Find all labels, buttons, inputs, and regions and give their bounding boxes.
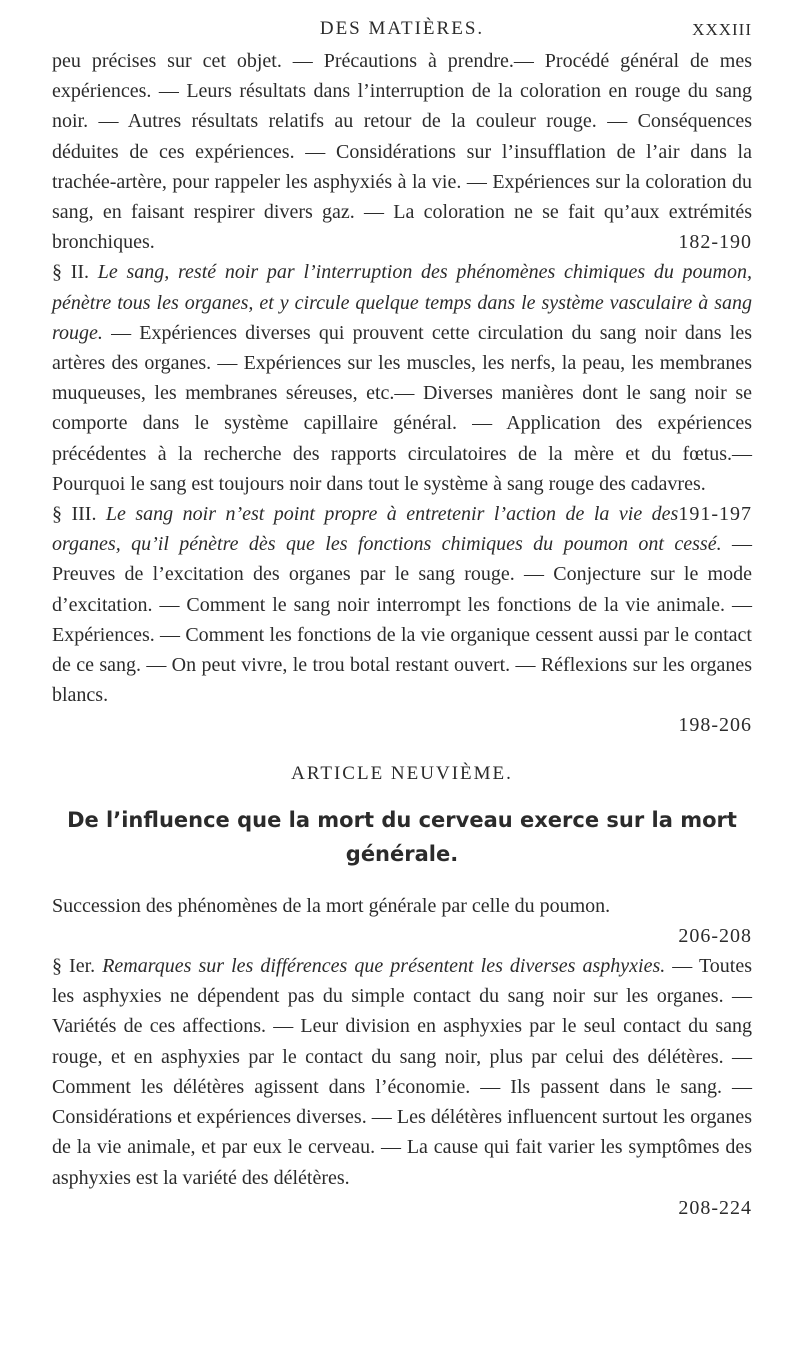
table-entry <box>52 499 752 741</box>
running-head <box>52 10 752 46</box>
page-number: XXXIII <box>692 20 752 39</box>
entry-page-range: 198-206 <box>678 714 752 737</box>
article-title: De l’influence que la mort du cerveau exerce sur la mort générale. <box>67 807 737 866</box>
entry-text: peu précises sur cet objet. — Précautions à prendre.— Procédé général de mes expériences. — Leurs résultats dans l’interruption de la coloration en rouge du sang noir. — Autres résultats relatifs au retour de la couleur rouge. — Conséquences déduites de ces expériences. — Considérations sur l’insufflation de l’air dans la trachée-artère, pour rappeler les asphyxiés à la vie. — Expériences sur la coloration du sang, en faisant respirer divers gaz. — La coloration ne se fait qu’aux extrémités bronchiques. <box>52 50 752 254</box>
entry-text: — Expériences diverses qui prouvent cette circulation du sang noir dans les artères des organes. — Expériences sur les muscles, les nerfs, la peau, les membranes muqueuses, les membranes séreuses, etc.— Diverses manières dont le sang noir se comporte dans le système capillaire général. — Application des expériences précédentes à la recherche des rapports circulatoires de la mère et du fœtus.— Pourquoi le sang est toujours noir dans tout le système à sang rouge des cadavres. <box>52 321 752 495</box>
entry-page-range: 206-208 <box>678 924 752 947</box>
running-title: DES MATIÈRES. <box>319 18 485 39</box>
section-mark: § III. <box>52 503 97 526</box>
table-entry <box>52 891 752 951</box>
table-entry <box>52 46 752 257</box>
entry-page-range: 191-197 <box>678 503 752 526</box>
entry-text: — Toutes les asphyxies ne dépendent pas du simple contact du sang noir sur les organes. — Variétés de ces affections. — Leur division en asphyxies par le seul contact du sang rouge, et en asphyxies par le contact du sang noir, plus par celui des délétères. — Comment les délétères agissent dans l’économie. — Ils passent dans le sang. — Considérations et expériences diverses. — Les délétères influencent surtout les organes de la vie animale, et par eux le cerveau. — La cause qui fait varier les symptômes des asphyxies est la variété des délétères. <box>52 955 753 1189</box>
entry-page-range: 182-190 <box>678 231 752 254</box>
section-mark: § II. <box>52 261 90 284</box>
entry-text: — Preuves de l’excitation des organes par le sang rouge. — Conjecture sur le mode d’excitation. — Comment le sang noir interrompt les fonctions de la vie animale. — Expériences. — Comment les fonctions de la vie organique cessent aussi par le contact de ce sang. — On peut vivre, le trou botal restant ouvert. — Réflexions sur les organes blancs. <box>52 533 753 707</box>
section-title: Remarques sur les différences que présentent les diverses asphyxies. <box>102 955 666 978</box>
table-entry <box>52 951 752 1223</box>
entry-page-range: 208-224 <box>678 1196 752 1219</box>
section-title: Le sang, resté noir par l’interruption des phénomènes chimiques du poumon, pénètre tous les organes, et y circule quelque temps dans le système vasculaire à sang rouge. <box>52 261 753 344</box>
entry-text: Succession des phénomènes de la mort générale par celle du poumon. <box>52 894 611 917</box>
article-heading: ARTICLE NEUVIÈME. <box>291 762 513 784</box>
section-mark: § Ier. <box>52 955 96 978</box>
section-title: Le sang noir n’est point propre à entretenir l’action de la vie des organes, qu’il pénètre dès que les fonctions chimiques du poumon ont cessé. <box>52 503 722 556</box>
